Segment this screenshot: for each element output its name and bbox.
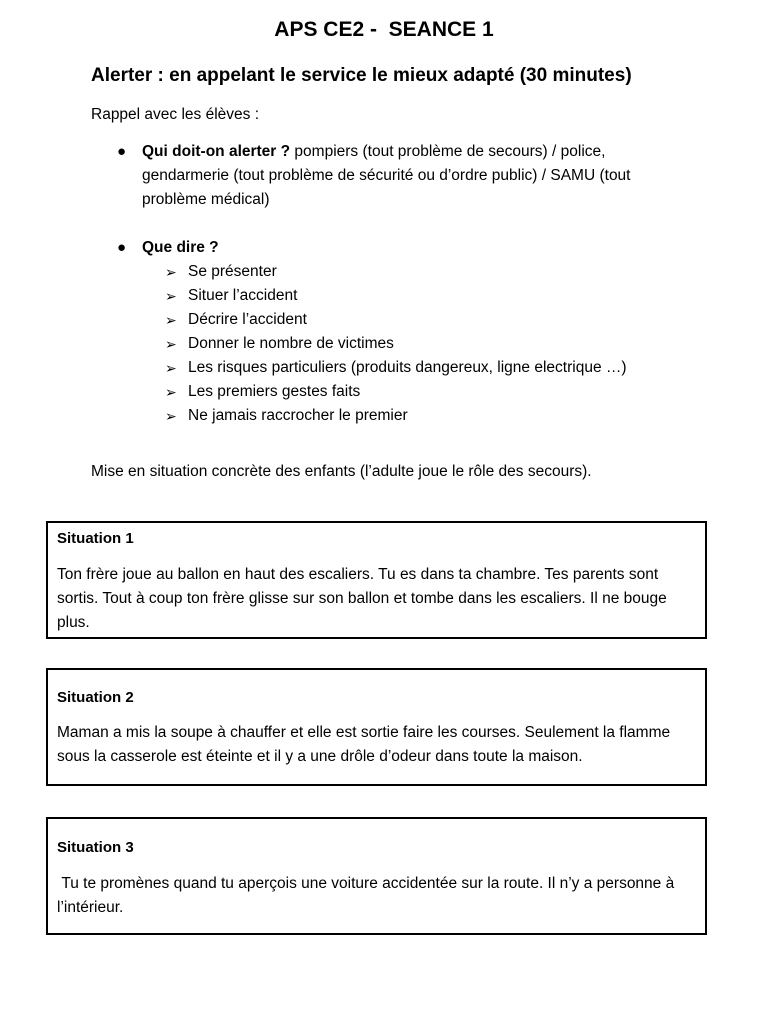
situation-text: Ton frère joue au ballon en haut des escaliers. Tu es dans ta chambre. Tes parents sont sortis. Tout à coup ton frère glisse sur son ballon et tombe dans les escaliers. Il ne bouge plus. <box>57 566 667 631</box>
list-item: ➢ Les premiers gestes faits <box>91 380 682 404</box>
bullet-who-to-alert <box>91 140 682 212</box>
arrow-bullet-icon: ➢ <box>165 360 177 376</box>
bullet-what-to-say <box>91 236 682 428</box>
bullet-dot-icon: ● <box>117 143 127 160</box>
question-answer: pompiers (tout problème de secours) / police, gendarmerie (tout problème de sécurité ou d’ordre public) / SAMU (tout problème médical) <box>142 143 631 208</box>
arrow-bullet-icon: ➢ <box>165 336 177 352</box>
document-title: APS CE2 - SEANCE 1 <box>274 18 494 41</box>
mise-en-situation-text: Mise en situation concrète des enfants (l’adulte joue le rôle des secours). <box>91 463 592 480</box>
list-item: ➢ Décrire l’accident <box>91 308 682 332</box>
what-to-say-list <box>91 260 682 428</box>
arrow-bullet-icon: ➢ <box>165 312 177 328</box>
arrow-bullet-icon: ➢ <box>165 264 177 280</box>
situation-title: Situation 2 <box>57 689 134 706</box>
list-item: ➢ Se présenter <box>91 260 682 284</box>
situation-title: Situation 3 <box>57 839 134 856</box>
arrow-bullet-icon: ➢ <box>165 384 177 400</box>
question-label: Qui doit-on alerter ? <box>142 143 291 160</box>
arrow-bullet-icon: ➢ <box>165 288 177 304</box>
arrow-bullet-icon: ➢ <box>165 408 177 424</box>
list-item: ➢ Les risques particuliers (produits dangereux, ligne electrique …) <box>91 356 682 380</box>
situation-text: Tu te promènes quand tu aperçois une voiture accidentée sur la route. Il n’y a personne à l’intérieur. <box>57 875 679 916</box>
situation-2-box <box>46 668 707 786</box>
situation-1-box <box>46 521 707 639</box>
list-item: ➢ Situer l’accident <box>91 284 682 308</box>
intro-text: Rappel avec les élèves : <box>91 106 260 123</box>
bullet-dot-icon: ● <box>117 239 127 256</box>
situation-3-box <box>46 817 707 935</box>
situation-text: Maman a mis la soupe à chauffer et elle est sortie faire les courses. Seulement la flamme sous la casserole est éteinte et il y a une drôle d’odeur dans toute la maison. <box>57 724 671 765</box>
list-item: ➢ Donner le nombre de victimes <box>91 332 682 356</box>
situation-title: Situation 1 <box>57 530 134 547</box>
question-label: Que dire ? <box>142 239 219 256</box>
list-item: ➢ Ne jamais raccrocher le premier <box>91 404 682 428</box>
section-heading: Alerter : en appelant le service le mieux adapté (30 minutes) <box>91 65 632 86</box>
